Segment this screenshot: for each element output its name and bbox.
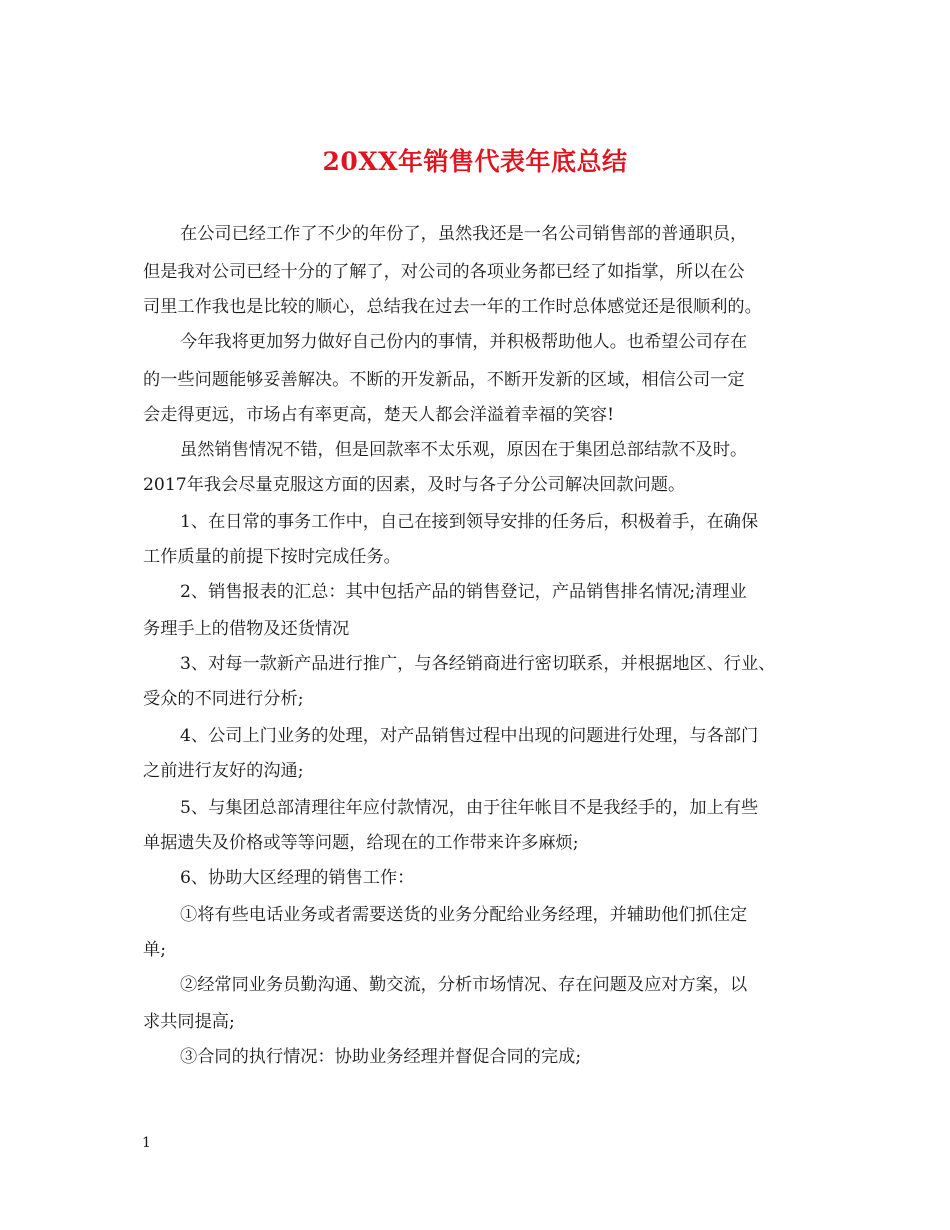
- paragraph-line: 务理手上的借物及还货情况: [143, 619, 350, 639]
- paragraph-line: 但是我对公司已经十分的了解了，对公司的各项业务都已经了如指掌，所以在公: [143, 262, 745, 282]
- paragraph-line: 的一些问题能够妥善解决。不断的开发新品，不断开发新的区域，相信公司一定: [143, 370, 745, 390]
- paragraph-line: ③合同的执行情况：协助业务经理并督促合同的完成;: [180, 1047, 582, 1067]
- paragraph-line: 5、与集团总部清理往年应付款情况，由于往年帐目不是我经手的，加上有些: [180, 798, 759, 818]
- paragraph-line: 4、公司上门业务的处理，对产品销售过程中出现的问题进行处理，与各部门: [180, 726, 759, 746]
- paragraph-line: 会走得更远，市场占有率更高，楚天人都会洋溢着幸福的笑容!: [143, 405, 614, 425]
- paragraph-line: 2017年我会尽量克服这方面的因素，及时与各子分公司解决回款问题。: [143, 475, 686, 495]
- paragraph-line: 单;: [143, 940, 166, 960]
- paragraph-line: 之前进行友好的沟通;: [143, 761, 304, 781]
- paragraph-line: 3、对每一款新产品进行推广，与各经销商进行密切联系，并根据地区、行业、: [180, 654, 776, 674]
- paragraph-line: 工作质量的前提下按时完成任务。: [143, 547, 401, 567]
- paragraph-line: 单据遗失及价格或等等问题，给现在的工作带来许多麻烦;: [143, 833, 579, 853]
- paragraph-line: 1、在日常的事务工作中，自己在接到领导安排的任务后，积极着手，在确保: [180, 512, 759, 532]
- paragraph-line: 今年我将更加努力做好自己份内的事情，并积极帮助他人。也希望公司存在: [180, 332, 748, 352]
- page-number: 1: [142, 1135, 151, 1151]
- paragraph-line: ①将有些电话业务或者需要送货的业务分配给业务经理，并辅助他们抓住定: [180, 905, 748, 925]
- paragraph-line: 司里工作我也是比较的顺心，总结我在过去一年的工作时总体感觉还是很顺利的。: [143, 297, 762, 317]
- paragraph-line: 虽然销售情况不错，但是回款率不太乐观，原因在于集团总部结款不及时。: [180, 440, 748, 460]
- paragraph-line: ②经常同业务员勤沟通、勤交流，分析市场情况、存在问题及应对方案，以: [180, 975, 748, 995]
- paragraph-line: 求共同提高;: [143, 1012, 235, 1032]
- document-title: 20XX年销售代表年底总结: [322, 147, 628, 176]
- paragraph-line: 受众的不同进行分析;: [143, 689, 304, 709]
- paragraph-line: 2、销售报表的汇总：其中包括产品的销售登记，产品销售排名情况;清理业: [180, 582, 747, 602]
- paragraph-line: 6、协助大区经理的销售工作：: [180, 868, 415, 888]
- paragraph-line: 在公司已经工作了不少的年份了，虽然我还是一名公司销售部的普通职员，: [180, 224, 748, 244]
